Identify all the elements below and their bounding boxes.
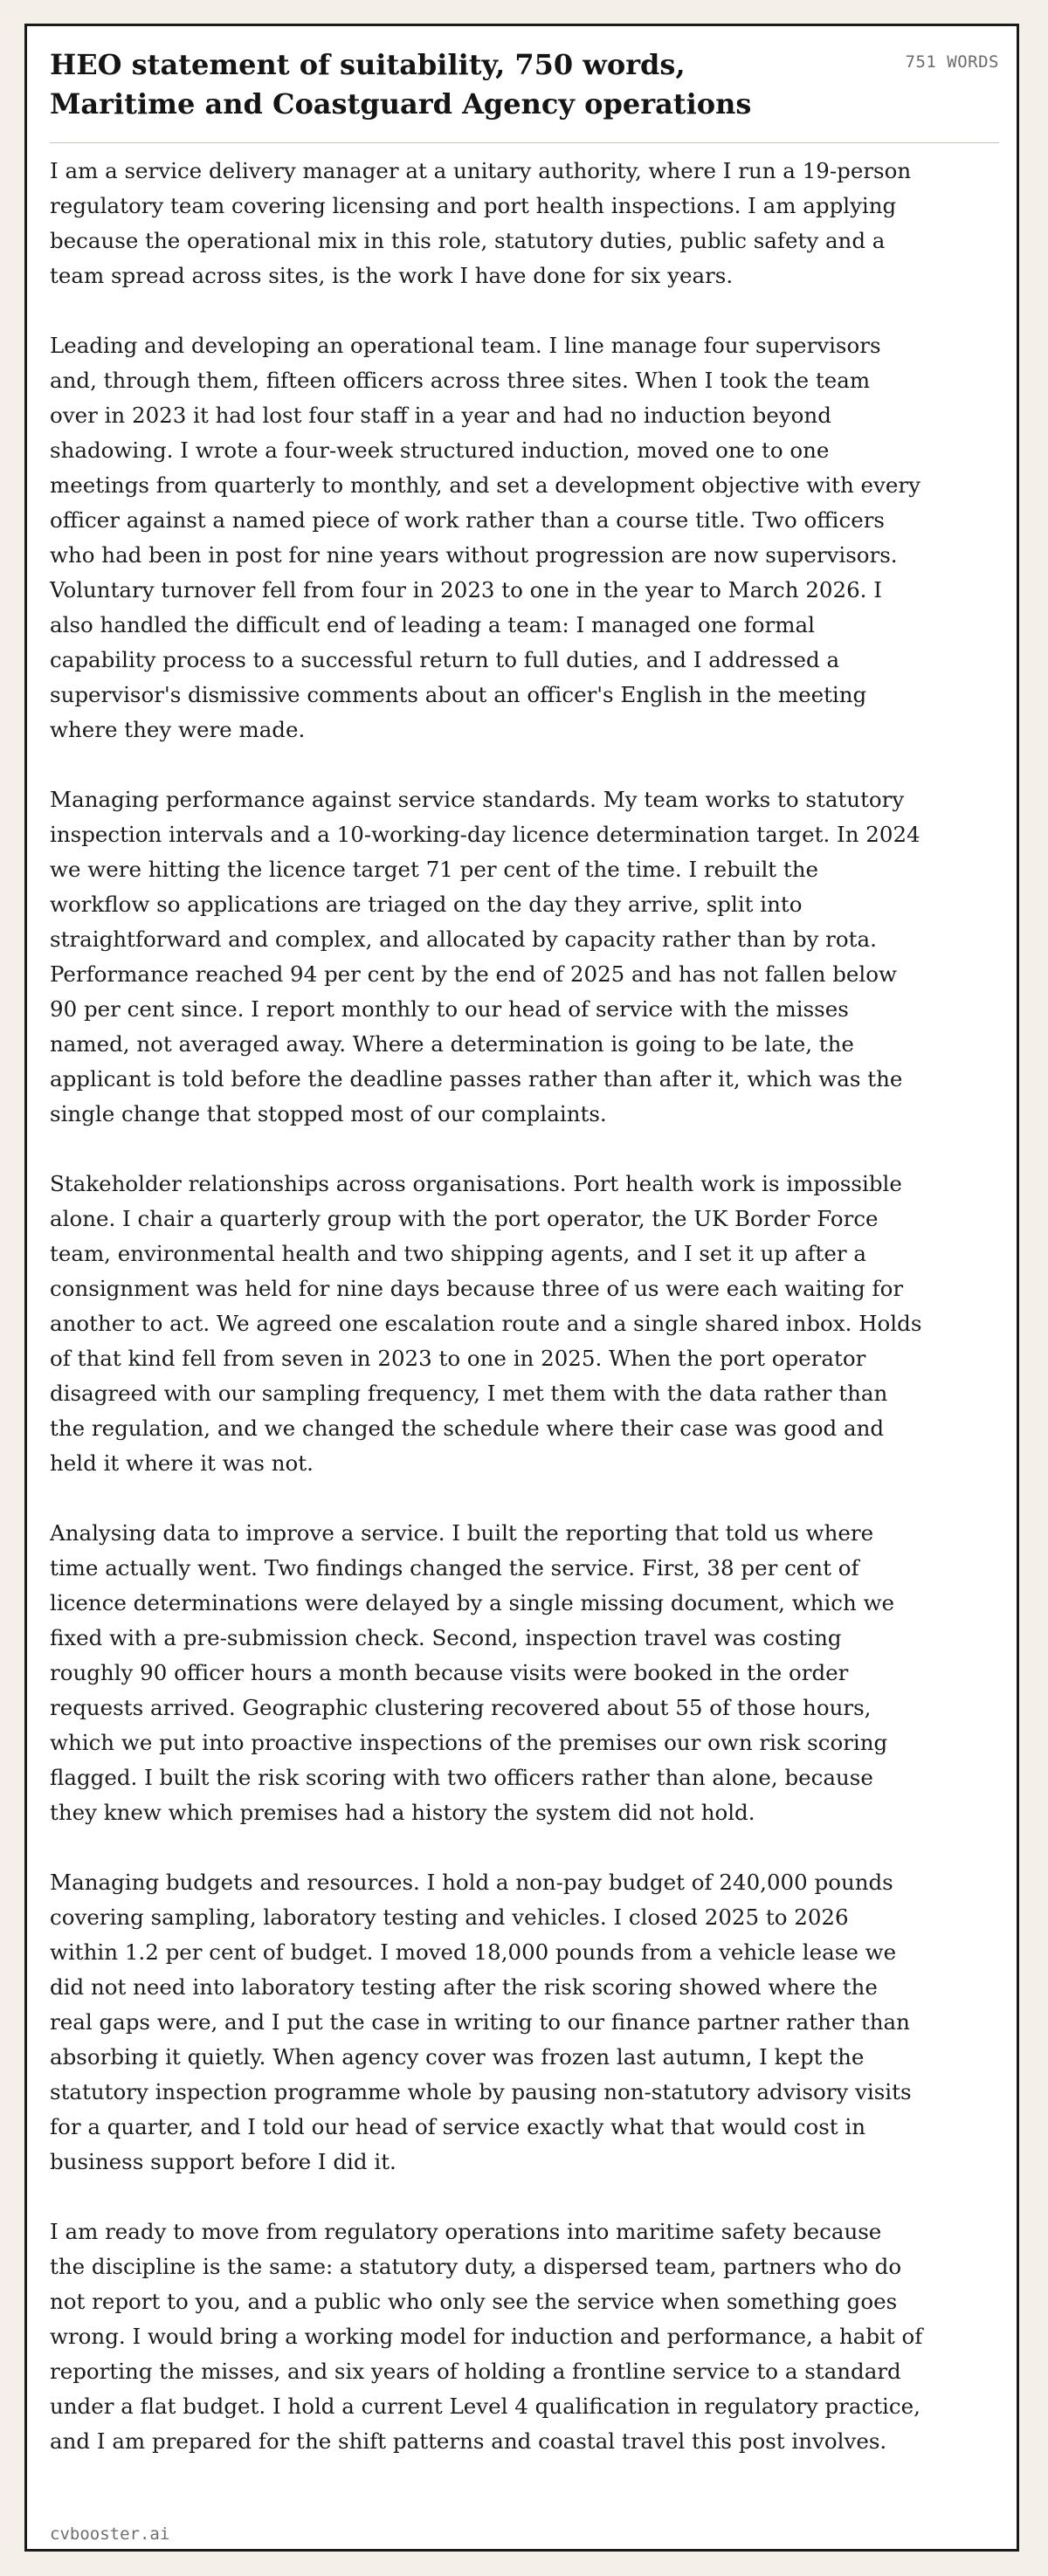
- word-count-badge: 751 WORDS: [905, 52, 999, 72]
- paragraph-budgets: Managing budgets and resources. I hold a non-pay budget of 240,000 pounds covering sampling, laboratory testing and vehicles. I closed 2025 to 2026 within 1.2 per cent of budget. I moved 18,000 pounds from a vehicle lease we did not need into laboratory testing after the risk scoring showed where the real gaps were, and I put the case in writing to our finance partner rather than absorbing it quietly. When agency cover was frozen last autumn, I kept the statutory inspection programme whole by pausing non-statutory advisory visits for a quarter, and I told our head of service exactly what that would cost in business support before I did it.: [50, 1870, 912, 2174]
- paragraph-closing: I am ready to move from regulatory operations into maritime safety because the discipline is the same: a statutory duty, a dispersed team, partners who do not report to you, and a public who only see the service when something goes wrong. I would bring a working model for induction and performance, a habit of reporting the misses, and six years of holding a frontline service to a standard under a flat budget. I hold a current Level 4 qualification in regulatory practice, and I am prepared for the shift patterns and coastal travel this post involves.: [50, 2219, 923, 2454]
- paragraph-leading-team: Leading and developing an operational team. I line manage four supervisors and, through them, fifteen officers across three sites. When I took the team over in 2023 it had lost four staff in a year and had no induction beyond shadowing. I wrote a four-week structured induction, moved one to one meetings from quarterly to monthly, and set a development objective with every officer against a named piece of work rather than a course title. Two officers who had been in post for nine years without progression are now supervisors. Voluntary turnover fell from four in 2023 to one in the year to March 2026. I also handled the difficult end of leading a team: I managed one formal capability process to a successful return to full duties, and I addressed a supervisor's dismissive comments about an officer's English in the meeting where they were made.: [50, 333, 920, 742]
- paragraph-performance: Managing performance against service standards. My team works to statutory inspection intervals and a 10-working-day licence determination target. In 2024 we were hitting the licence target 71 per cent of the time. I rebuilt the workflow so applications are triaged on the day they arrive, split into straightforward and complex, and allocated by capacity rather than by rota. Performance reached 94 per cent by the end of 2025 and has not fallen below 90 per cent since. I report monthly to our head of service with the misses named, not averaged away. Where a determination is going to be late, the applicant is told before the deadline passes rather than after it, which was the single change that stopped most of our complaints.: [50, 787, 920, 1126]
- paragraph-stakeholders: Stakeholder relationships across organisations. Port health work is impossible alone. I chair a quarterly group with the port operator, the UK Border Force team, environmental health and two shipping agents, and I set it up after a consignment was held for nine days because three of us were each waiting for another to act. We agreed one escalation route and a single shared inbox. Holds of that kind fell from seven in 2023 to one in 2025. When the port operator disagreed with our sampling frequency, I met them with the data rather than the regulation, and we changed the schedule where their case was good and held it where it was not.: [50, 1171, 922, 1476]
- statement-sheet: [24, 24, 1019, 2552]
- paragraph-intro: I am a service delivery manager at a unitary authority, where I run a 19-person regulatory team covering licensing and port health inspections. I am applying because the operational mix in this role, statutory duties, public safety and a team spread across sites, is the work I have done for six years.: [50, 158, 912, 288]
- document-header: [50, 45, 999, 143]
- document-title: HEO statement of suitability, 750 words, Maritime and Coastguard Agency operations: [50, 48, 752, 121]
- paragraph-data-analysis: Analysing data to improve a service. I built the reporting that told us where time actually went. Two findings changed the service. First, 38 per cent of licence determinations were delayed by a single missing document, which we fixed with a pre-submission check. Second, inspection travel was costing roughly 90 officer hours a month because visits were booked in the order requests arrived. Geographic clustering recovered about 55 of those hours, which we put into proactive inspections of the premises our own risk scoring flagged. I built the risk scoring with two officers rather than alone, because they knew which premises had a history the system did not hold.: [50, 1520, 895, 1825]
- document-body: [50, 154, 923, 2494]
- footer-brand: cvbooster.ai: [50, 2524, 170, 2544]
